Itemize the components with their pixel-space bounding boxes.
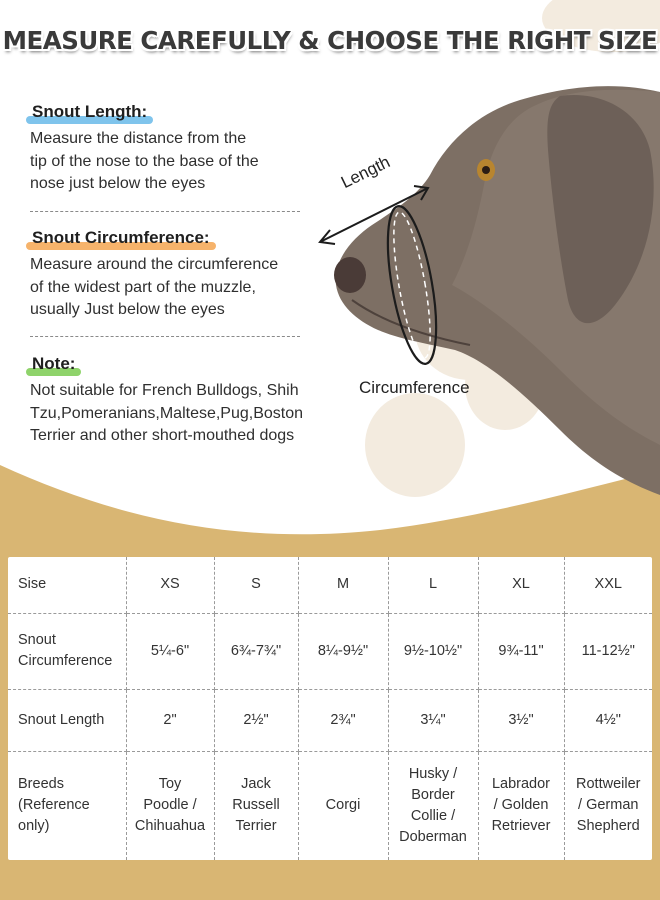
note-heading [30,354,77,374]
cell-text: Jack [241,776,271,793]
description-line: Tzu,Pomeranians,Maltese,Pug,Boston [30,404,304,422]
description-line: tip of the nose to the base of the [30,152,259,170]
row-header-cell [8,613,126,689]
cell-text: Chihuahua [134,818,206,835]
table-cell [564,613,652,689]
cell-text: 2" [163,711,177,728]
cell-text: Shepherd [576,818,640,835]
snout-circumference-row [8,613,652,689]
table-cell [214,751,298,860]
cell-text: Husky / [408,765,458,782]
cell-text: Rottweiler [576,776,641,793]
cell-text: XXL [594,576,622,593]
cell-text: / Golden [493,797,549,814]
size-row [8,557,652,613]
note-heading-text: Note: [32,354,76,373]
table-cell [126,751,214,860]
snout-circumference-heading-text: Snout Circumference: [32,228,210,247]
cell-text: / German [578,797,639,814]
row-header-cell [8,751,126,860]
cell-text: Border [411,786,455,803]
row-header-text: (Reference only) [18,797,90,835]
row-header-text: Snout [18,632,56,648]
divider [30,336,300,337]
description-line: Terrier and other short-mouthed dogs [30,427,295,444]
snout-length-description [30,128,310,196]
cell-text: Labrador [491,776,551,793]
table-cell [126,557,214,613]
cell-text: 9½-10½" [403,642,463,659]
table-cell [564,689,652,751]
cell-text: 8¼-9½" [317,642,369,659]
cell-text: Corgi [325,797,361,814]
snout-length-section [30,102,310,196]
cell-text: Retriever [491,818,551,835]
description-line: Measure the distance from the [30,130,247,147]
cell-text: 2½" [243,711,269,728]
table-cell [298,557,388,613]
table-cell [478,613,564,689]
description-line: of the widest part of the muzzle, [30,278,256,296]
cell-text: 3¼" [420,711,446,728]
table-cell [388,689,478,751]
banner-title: MEASURE CAREFULLY & CHOOSE THE RIGHT SIZE [2,26,658,55]
note-section [30,354,310,448]
row-header-text: Circumference [18,653,113,669]
description-line: Not suitable for French Bulldogs, Shih [30,382,299,399]
cell-text: L [428,576,438,593]
cell-text: Terrier [235,818,277,835]
snout-circumference-section [30,228,310,322]
snout-circumference-heading [30,228,212,248]
cell-text: 5¼-6" [150,642,190,659]
cell-text: S [251,576,261,593]
table-cell [478,751,564,860]
table-cell [478,557,564,613]
table-cell [388,557,478,613]
table-cell [214,613,298,689]
cell-text: 3½" [508,711,534,728]
row-header-text: Sise [18,576,47,593]
table-cell [214,689,298,751]
description-line: Measure around the circumference [30,256,279,273]
breeds-row [8,751,652,860]
cell-text: XS [160,576,180,593]
cell-text: 11-12½" [581,642,635,659]
row-header-text: Breeds [18,776,64,793]
description-line: usually Just below the eyes [30,301,225,318]
table-cell [298,613,388,689]
cell-text: 2¾" [330,711,356,728]
cell-text: Poodle / [143,797,197,814]
description-line: nose just below the eyes [30,175,206,192]
cell-text: Collie / [410,807,456,824]
cell-text: Toy [158,776,182,793]
table-cell [298,751,388,860]
row-header-cell [8,689,126,751]
length-label: Length [338,152,394,193]
cell-text: Doberman [399,828,467,845]
snout-length-heading-text: Snout Length: [32,102,148,121]
cell-text: 9¾-11" [498,642,544,659]
divider [30,211,300,212]
snout-length-heading [30,102,149,122]
table-cell [388,751,478,860]
cell-text: XL [512,576,530,593]
table-cell [478,689,564,751]
snout-length-row [8,689,652,751]
size-chart-card [8,557,652,860]
table-cell [298,689,388,751]
row-header-cell [8,557,126,613]
table-cell [126,613,214,689]
table-cell [126,689,214,751]
cell-text: 4½" [595,711,621,728]
snout-circumference-description [30,254,310,322]
table-cell [564,751,652,860]
cell-text: M [336,576,350,593]
table-cell [564,557,652,613]
size-chart-table [8,557,652,860]
note-description [30,380,310,448]
row-header-text: Snout Length [18,711,105,728]
cell-text: 6¾-7¾" [230,642,282,659]
cell-text: Russell [232,797,280,814]
circumference-label: Circumference [359,378,470,397]
table-cell [388,613,478,689]
table-cell [214,557,298,613]
